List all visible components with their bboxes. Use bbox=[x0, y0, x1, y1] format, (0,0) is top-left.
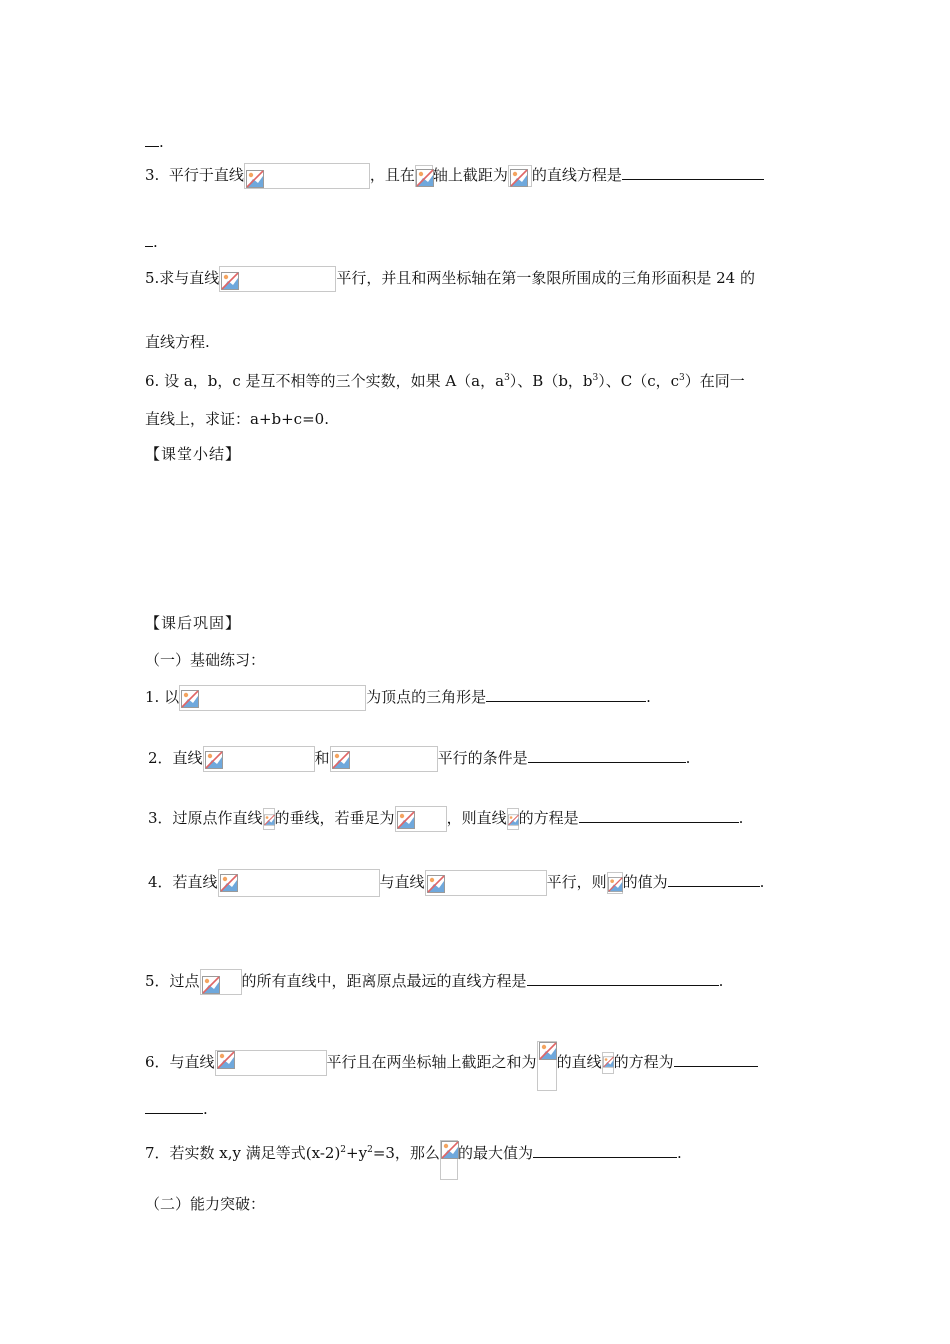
formula-image bbox=[537, 1041, 557, 1091]
answer-blank bbox=[145, 132, 159, 147]
subsection-heading-basic: （一）基础练习： bbox=[145, 651, 266, 669]
broken-image-icon bbox=[416, 169, 434, 187]
broken-image-icon bbox=[441, 1141, 459, 1159]
top-fragment: . bbox=[145, 131, 164, 153]
formula-image bbox=[218, 869, 380, 897]
broken-image-icon bbox=[397, 811, 415, 829]
formula-image bbox=[203, 746, 315, 772]
answer-blank bbox=[533, 1143, 677, 1158]
broken-image-icon bbox=[510, 169, 528, 187]
section-heading-consolidation: 【课后巩固】 bbox=[145, 614, 242, 632]
broken-image-icon bbox=[246, 170, 264, 188]
exercise-3: 3．过原点作直线 的垂线，若垂足为 ，则直线 的方程是 . bbox=[148, 806, 743, 832]
broken-image-icon bbox=[332, 751, 350, 769]
formula-image bbox=[179, 685, 366, 711]
subsection-heading-ability: （二）能力突破： bbox=[145, 1195, 266, 1213]
formula-image bbox=[219, 266, 336, 292]
exercise-1: 1. 以 为顶点的三角形是 . bbox=[145, 685, 651, 711]
answer-blank bbox=[674, 1052, 758, 1067]
question-3-end: . bbox=[145, 231, 158, 253]
answer-blank bbox=[622, 165, 764, 180]
broken-image-icon bbox=[205, 751, 223, 769]
broken-image-icon bbox=[427, 875, 445, 893]
question-5: 5.求与直线 平行，并且和两坐标轴在第一象限所围成的三角形面积是 24 的 bbox=[145, 266, 755, 292]
formula-image bbox=[263, 808, 275, 830]
formula-image bbox=[440, 1140, 458, 1180]
formula-image bbox=[508, 165, 532, 187]
broken-image-icon bbox=[220, 874, 238, 892]
formula-image bbox=[244, 163, 370, 189]
broken-image-icon bbox=[221, 272, 239, 290]
question-5-line2: 直线方程. bbox=[145, 333, 210, 351]
answer-blank bbox=[668, 872, 760, 887]
answer-blank bbox=[528, 748, 686, 763]
exercise-6-end: . bbox=[145, 1098, 208, 1120]
answer-blank bbox=[145, 1099, 203, 1114]
formula-image bbox=[215, 1050, 327, 1076]
exercise-4: 4．若直线 与直线 平行，则 的值为 . bbox=[148, 869, 764, 897]
answer-blank bbox=[145, 232, 153, 247]
answer-blank bbox=[527, 971, 719, 986]
question-6-line2: 直线上，求证：a+b+c=0. bbox=[145, 410, 329, 428]
exercise-6: 6．与直线 平行且在两坐标轴上截距之和为 的直线 的方程为 bbox=[145, 1041, 758, 1091]
answer-blank bbox=[486, 687, 646, 702]
broken-image-icon bbox=[181, 690, 199, 708]
broken-image-icon bbox=[264, 812, 275, 828]
formula-image bbox=[395, 806, 447, 832]
question-6: 6. 设 a，b，c 是互不相等的三个实数，如果 A（a，$a^3$）、B（b，$b^3$）、C（c，$c^3$）在同一 bbox=[145, 372, 745, 390]
broken-image-icon bbox=[539, 1042, 557, 1060]
answer-blank bbox=[579, 808, 739, 823]
formula-image bbox=[200, 969, 242, 995]
broken-image-icon bbox=[603, 1054, 614, 1070]
exercise-2: 2．直线 和 平行的条件是 . bbox=[148, 746, 690, 772]
formula-image bbox=[330, 746, 438, 772]
section-heading-summary: 【课堂小结】 bbox=[145, 445, 242, 463]
exercise-7: 7．若实数 x,y 满足等式$(x-2)^2+y^2=3$，那么 的最大值为 . bbox=[145, 1139, 682, 1180]
formula-image bbox=[415, 165, 433, 187]
broken-image-icon bbox=[202, 976, 220, 994]
exercise-5: 5．过点 的所有直线中，距离原点最远的直线方程是 . bbox=[145, 969, 723, 995]
formula-image bbox=[507, 808, 519, 830]
formula-image bbox=[607, 872, 623, 894]
formula-image bbox=[425, 870, 547, 896]
broken-image-icon bbox=[608, 876, 623, 893]
question-3: 3. 平行于直线 ，且在 轴上截距为 的直线方程是 bbox=[145, 163, 764, 189]
broken-image-icon bbox=[217, 1051, 235, 1069]
broken-image-icon bbox=[508, 812, 519, 828]
formula-image bbox=[602, 1052, 614, 1074]
